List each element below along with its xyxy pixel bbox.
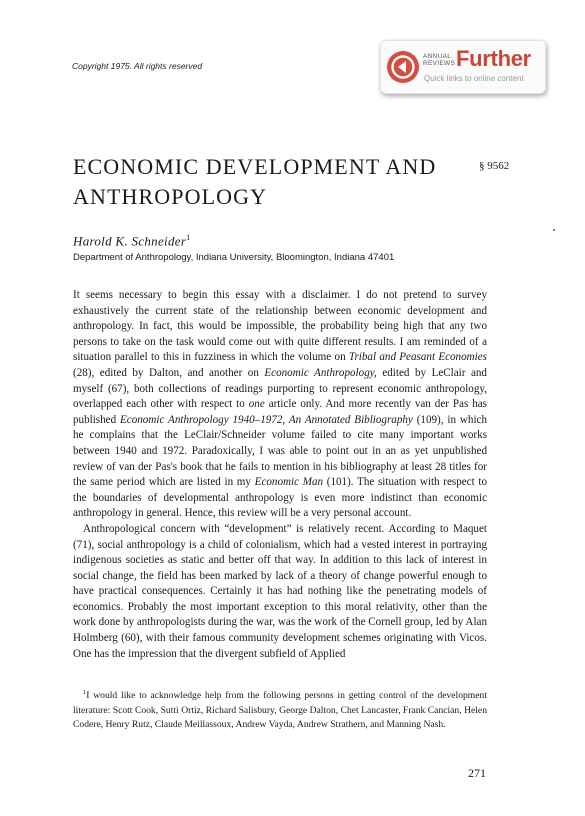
annual-reviews-further-link[interactable] <box>380 40 546 94</box>
back-arrow-icon <box>387 51 419 83</box>
further-label: Further <box>456 46 531 71</box>
p1-italic-d: Economic Anthropology, <box>264 366 377 379</box>
p1-text-g: article only. And more recently van der Pas has published <box>73 398 487 426</box>
author-footnote-mark: 1 <box>186 233 191 242</box>
copyright-notice: Copyright 1975. All rights reserved <box>72 61 203 71</box>
author-name <box>73 233 191 249</box>
author-affiliation: Department of Anthropology, Indiana University, Bloomington, Indiana 47401 <box>73 252 395 263</box>
p1-italic-f: one <box>248 398 265 411</box>
p1-text-i: (109), in which he complains that the LeClair/Schneider volume failed to cite many important works between 1940 and 1972. Paradoxically, I was able to point out in an as yet unpublished review of van der Pas's book that he fails to mention in his bibliography at least 28 titles for the same period which are listed in my <box>73 413 487 489</box>
annual-label: ANNUAL <box>423 53 452 60</box>
footnote-1 <box>73 686 487 733</box>
quick-links-label: Quick links to online content <box>424 74 524 83</box>
page-number: 271 <box>468 766 486 780</box>
article-code: § 9562 <box>479 160 510 172</box>
footnote-mark: 1 <box>83 689 87 696</box>
p1-text-a: It seems necessary to begin this essay with a disclaimer. I do not pretend to survey exhaustively the current state of the relationship between economic development and anthropology. In fact, this would be impossible, the probability being high that any two persons to take on the task would come out with quite different results. I am reminded of a situation parallel to this in fuzziness in which the volume on <box>73 289 487 364</box>
article-body <box>73 288 487 662</box>
stray-mark <box>553 229 555 231</box>
p1-text-k: (101). The situation with respect to the boundaries of developmental anthropology is even more indistinct than economic anthropology in general. Hence, this review will be a very personal account. <box>73 476 488 520</box>
author-text: Harold K. Schneider <box>73 233 187 249</box>
title-line-2: ANTHROPOLOGY <box>73 184 268 209</box>
reviews-label: REVIEWS <box>423 60 456 67</box>
p1-italic-b: Tribal and Peasant Economies <box>348 351 487 364</box>
p1-text-e: edited by LeClair and myself (67), both collections of readings purporting to represent economic anthropology, overlapped each other with respect to <box>73 366 487 411</box>
article-title <box>73 152 453 212</box>
p1-italic-h: Economic Anthropology 1940–1972, An Annotated Bibliography <box>120 413 413 426</box>
title-line-1: ECONOMIC DEVELOPMENT AND <box>73 154 437 179</box>
p1-text-c: (28), edited by Dalton, and another on <box>73 366 265 379</box>
p1-italic-j: Economic Man <box>254 476 324 489</box>
footnote <box>73 686 487 733</box>
annual-reviews-wordmark <box>423 53 455 67</box>
footnote-text: I would like to acknowledge help from the following persons in getting control of the development literature: Scott Cook, Sutti Ortiz, Richard Salisbury, George Dalton, Chet Lancaster, Frank Cancian, Helen Codere, Henry Rutz, Claude Meillassoux, Andrew Vayda, Andrew Strathern, and Manning Nash. <box>73 690 487 731</box>
paragraph-1 <box>73 288 487 522</box>
paragraph-2: Anthropological concern with “development” is relatively recent. According to Maquet (71), social anthropology is a child of colonialism, which had a vested interest in portraying indigenous societies as static and better off that way. In addition to this lack of interest in social change, the field has been marked by lack of a theory of change powerful enough to have practical consequences. Certainly it has had nothing like the penetrating models of economics. Probably the most important exception to this moral relativity, other than the work done by anthropologists during the war, was the work of the Cornell group, led by Alan Holmberg (60), with their famous community development schemes originating with Vicos. One has the impression that the divergent subfield of Applied <box>73 522 487 660</box>
